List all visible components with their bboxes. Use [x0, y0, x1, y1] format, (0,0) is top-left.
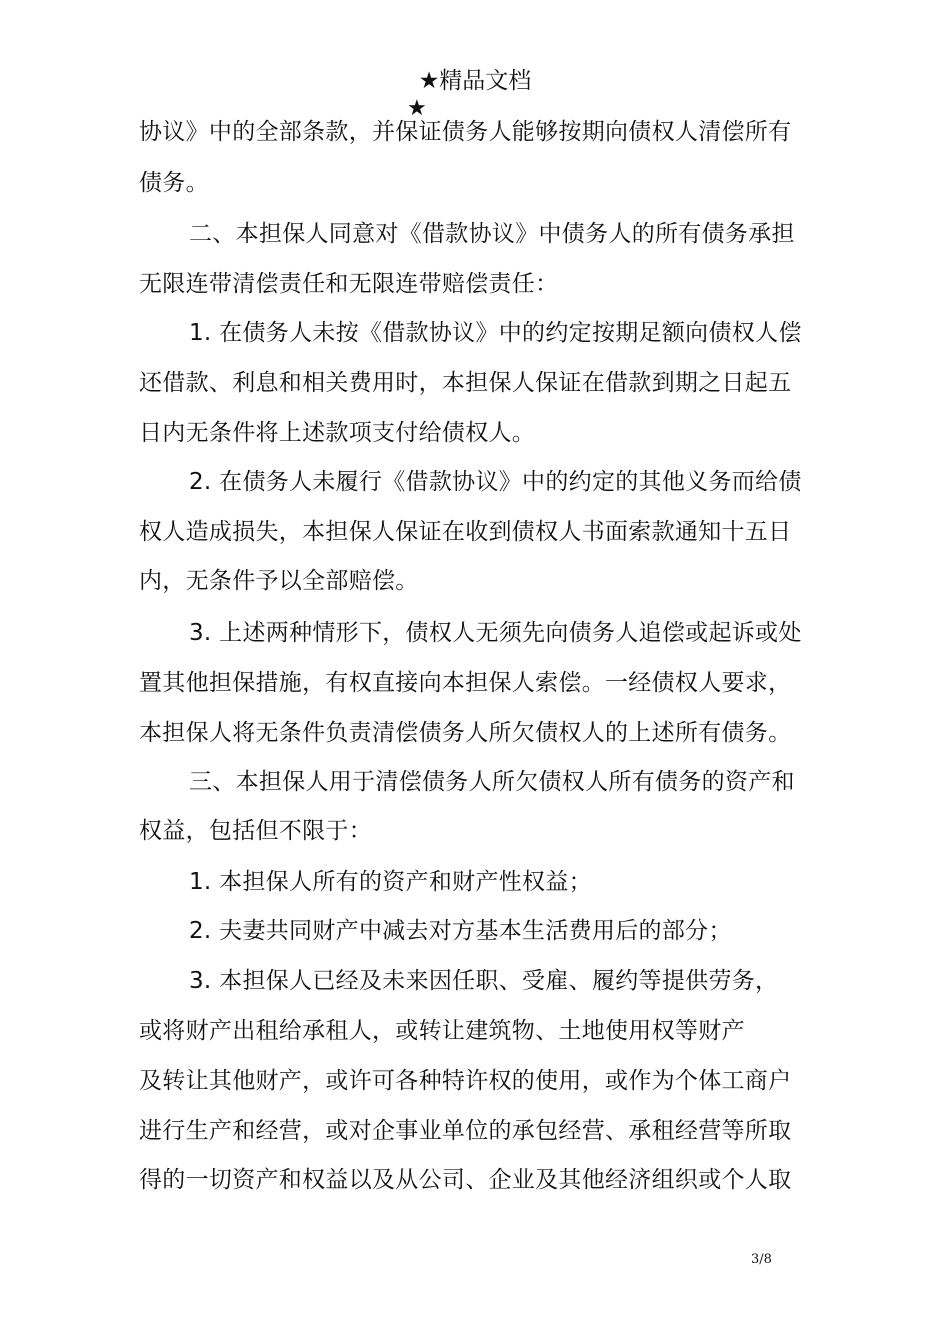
text-line: 三、本担保人用于清偿债务人所欠债权人所有债务的资产和 — [189, 769, 795, 795]
text-line: 得的一切资产和权益以及从公司、企业及其他经济组织或个人取 — [139, 1167, 792, 1193]
document-header: ★精品文档 — [418, 68, 532, 94]
text-line: 二、本担保人同意对《借款协议》中债务人的所有债务承担 — [189, 221, 795, 247]
text-line: 本担保人将无条件负责清偿债务人所欠债权人的上述所有债务。 — [139, 720, 792, 746]
text-line: 2. 夫妻共同财产中减去对方基本生活费用后的部分； — [189, 918, 732, 944]
text-line: 2. 在债务人未履行《借款协议》中的约定的其他义务而给债 — [189, 469, 802, 495]
star-icon: ★ — [407, 96, 427, 121]
text-line: 无限连带清偿责任和无限连带赔偿责任： — [139, 271, 559, 297]
text-line: 及转让其他财产，或许可各种特许权的使用，或作为个体工商户 — [139, 1068, 792, 1094]
page-number: 3/8 — [751, 1252, 772, 1267]
text-line: 进行生产和经营，或对企事业单位的承包经营、承租经营等所取 — [139, 1118, 792, 1144]
text-line: 3. 本担保人已经及未来因任职、受雇、履约等提供劳务， — [189, 968, 779, 994]
text-line: 日内无条件将上述款项支付给债权人。 — [139, 420, 536, 446]
text-line: 还借款、利息和相关费用时，本担保人保证在借款到期之日起五 — [139, 370, 792, 396]
text-line: 3. 上述两种情形下，债权人无须先向债务人追偿或起诉或处 — [189, 620, 802, 646]
text-line: 权人造成损失，本担保人保证在收到债权人书面索款通知十五日 — [139, 519, 792, 545]
text-line: 债务。 — [139, 170, 209, 196]
text-line: 1. 本担保人所有的资产和财产性权益； — [189, 869, 592, 895]
text-line: 内，无条件予以全部赔偿。 — [139, 568, 419, 594]
text-line: 或将财产出租给承租人，或转让建筑物、土地使用权等财产 — [139, 1018, 745, 1044]
text-line: 协议》中的全部条款，并保证债务人能够按期向债权人清偿所有 — [139, 119, 792, 145]
text-line: 1. 在债务人未按《借款协议》中的约定按期足额向债权人偿 — [189, 320, 802, 346]
text-line: 权益，包括但不限于： — [139, 818, 372, 844]
text-line: 置其他担保措施，有权直接向本担保人索偿。一经债权人要求， — [139, 670, 792, 696]
